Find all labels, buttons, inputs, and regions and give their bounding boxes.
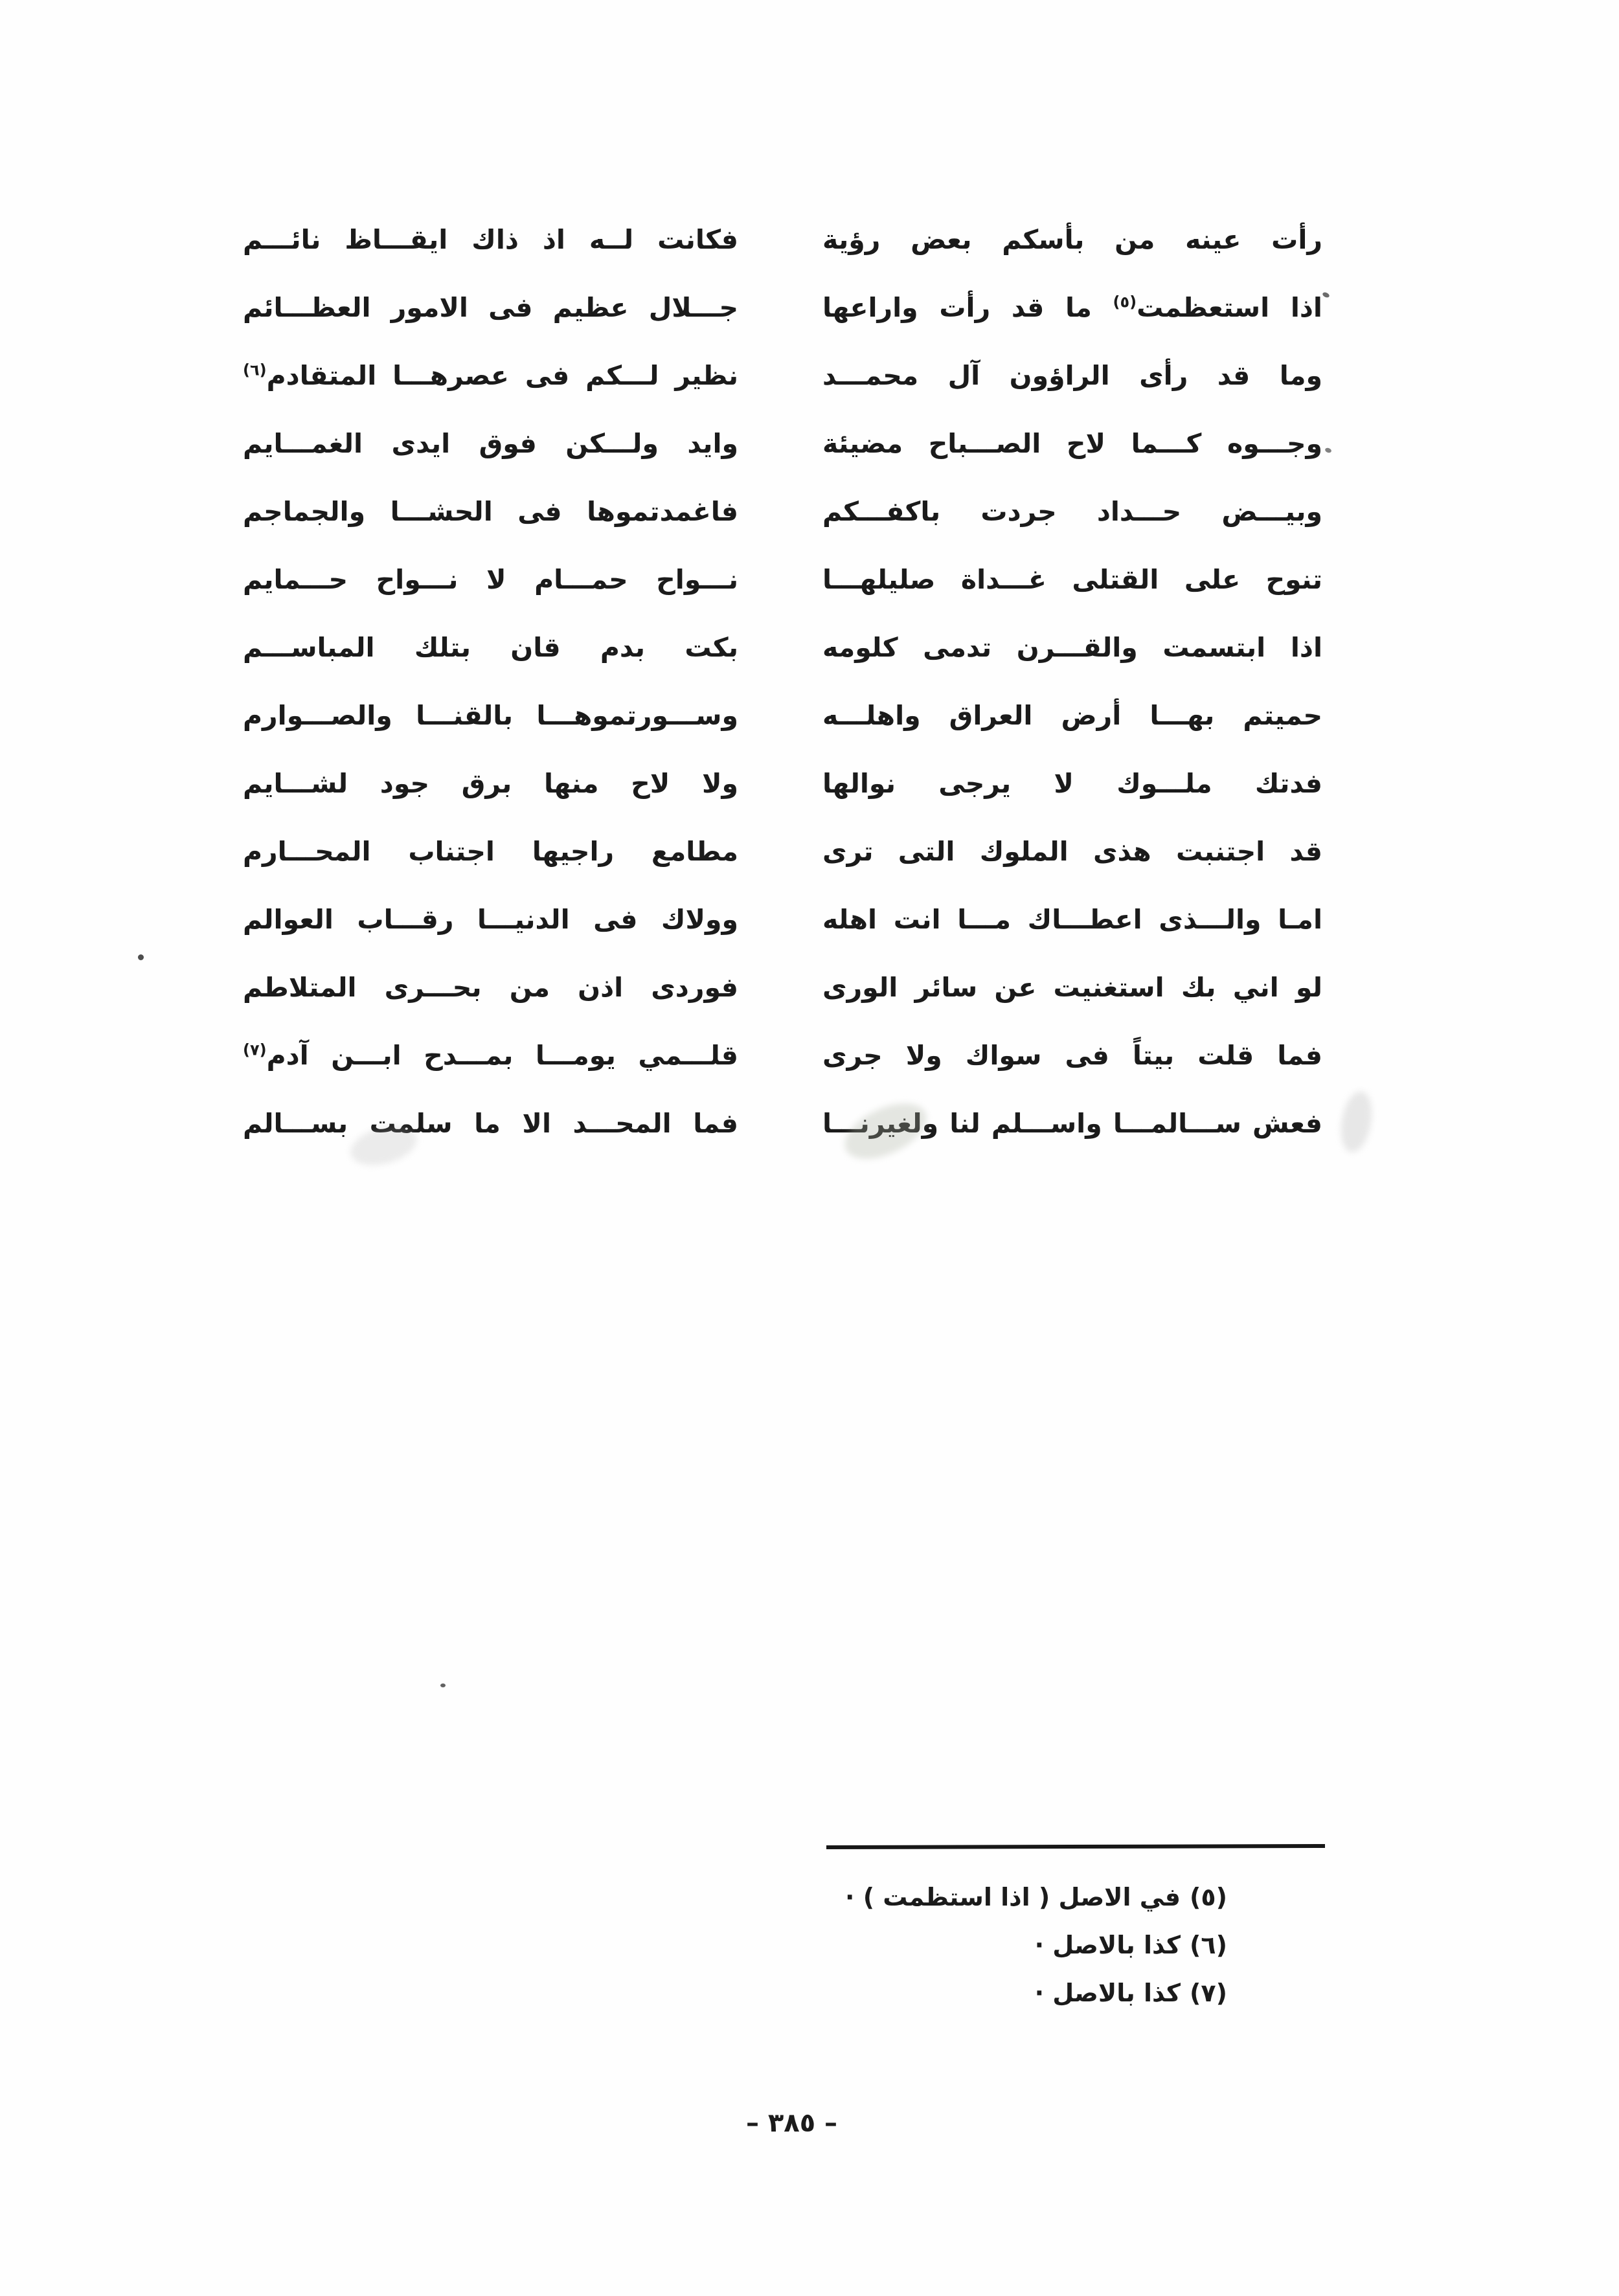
verse-4-first-hemistich: وجـــوه كـــما لاح الصـــباح مضيئة [822, 428, 1322, 459]
scan-speck [138, 954, 144, 960]
scan-speck [1324, 447, 1332, 454]
verse-13-second-hemistich: قلـــمي يومـــا بمـــدح ابـــن آدم$^{(٧)}$ [243, 1040, 738, 1071]
footnote-text: كذا بالاصل · [1034, 1931, 1181, 1959]
verse-2-first-hemistich: اذا استعظمت$^{(٥)}$ ما قد رأت واراعها [822, 292, 1322, 323]
footnote-text: في الاصل ( اذا استظمت ) · [845, 1883, 1181, 1911]
verse-11-first-hemistich: امـا والـــذى اعطـــاك مـــا انت اهله [822, 904, 1322, 935]
footnote-number: (٦) [1190, 1931, 1227, 1959]
footnote-line-2 [670, 1921, 1227, 1969]
footnote-number: (٧) [1190, 1979, 1227, 2007]
verse-5-first-hemistich: وبيـــض حـــداد جردت باكفـــكم [822, 496, 1322, 527]
footnote-number: (٥) [1190, 1883, 1227, 1911]
verse-1-first-hemistich: رأت عينه من بأسكم بعض رؤية [822, 224, 1322, 255]
verse-6-first-hemistich: تنوح على القتلى غـــداة صليلهـــا [822, 564, 1322, 595]
footnote-line-3 [670, 1969, 1227, 2017]
verse-8-first-hemistich: حميتم بهـــا أرض العراق واهلـــه [822, 700, 1322, 731]
verse-14-first-hemistich: فعش ســـالمـــا واســـلم لنا ولغيرنـــا [822, 1108, 1322, 1139]
verse-5-second-hemistich: فاغمدتموها فى الحشـــا والجماجم [243, 496, 738, 527]
poem-column-second-hemistichs [243, 206, 738, 1158]
footnote-ref-marker: (٧) [243, 1041, 267, 1059]
footnotes-block [670, 1873, 1227, 2017]
poem-column-first-hemistichs [822, 206, 1322, 1158]
footnote-ref-marker: (٥) [1113, 293, 1137, 311]
footnote-text: كذا بالاصل · [1034, 1979, 1181, 2007]
footnote-separator-rule [826, 1844, 1325, 1849]
verse-6-second-hemistich: نـــواح حمـــام لا نـــواح حـــمايم [243, 564, 738, 595]
scan-speck [1322, 291, 1330, 298]
verse-7-second-hemistich: بكت بدم قان بتلك المباســـم [243, 632, 738, 663]
verse-1-second-hemistich: فكانت لــه اذ ذاك ايقـــاظ نائـــم [243, 224, 738, 255]
footnote-line-1 [670, 1873, 1227, 1921]
verse-10-second-hemistich: مطامع راجيها اجتناب المحـــارم [243, 836, 738, 867]
verse-3-first-hemistich: وما قد رأى الراؤون آل محمـــد [822, 360, 1322, 391]
page-number: – ٣٨٥ – [745, 2108, 838, 2138]
verse-9-first-hemistich: فدتك ملـــوك لا يرجى نوالها [822, 768, 1322, 799]
verse-13-first-hemistich: فما قلت بيتاً فى سواك ولا جرى [822, 1040, 1322, 1071]
footnote-ref-marker: (٦) [243, 361, 267, 379]
scan-speck [440, 1683, 446, 1687]
verse-12-second-hemistich: فوردى اذن من بحـــرى المتلاطم [243, 972, 738, 1003]
scan-smudge [1337, 1089, 1376, 1154]
verse-7-first-hemistich: اذا ابتسمت والقـــرن تدمى كلومه [822, 632, 1322, 663]
verse-3-second-hemistich: نظير لـــكم فى عصرهـــا المتقادم$^{(٦)}$ [243, 360, 738, 391]
verse-12-first-hemistich: لو اني بك استغنيت عن سائر الورى [822, 972, 1322, 1003]
verse-4-second-hemistich: وايد ولـــكن فوق ايدى الغمـــايم [243, 428, 738, 459]
verse-10-first-hemistich: قد اجتنبت هذى الملوك التى ترى [822, 836, 1322, 867]
verse-8-second-hemistich: وســـورتموهـــا بالقنـــا والصـــوارم [243, 700, 738, 731]
verse-2-second-hemistich: جـــلال عظيم فى الامور العظـــائم [243, 292, 738, 323]
verse-9-second-hemistich: ولا لاح منها برق جود لشـــايم [243, 768, 738, 799]
verse-14-second-hemistich: فما المحـــد الا ما سلمت بســـالم [243, 1108, 738, 1139]
verse-11-second-hemistich: وولاك فى الدنيـــا رقـــاب العوالم [243, 904, 738, 935]
